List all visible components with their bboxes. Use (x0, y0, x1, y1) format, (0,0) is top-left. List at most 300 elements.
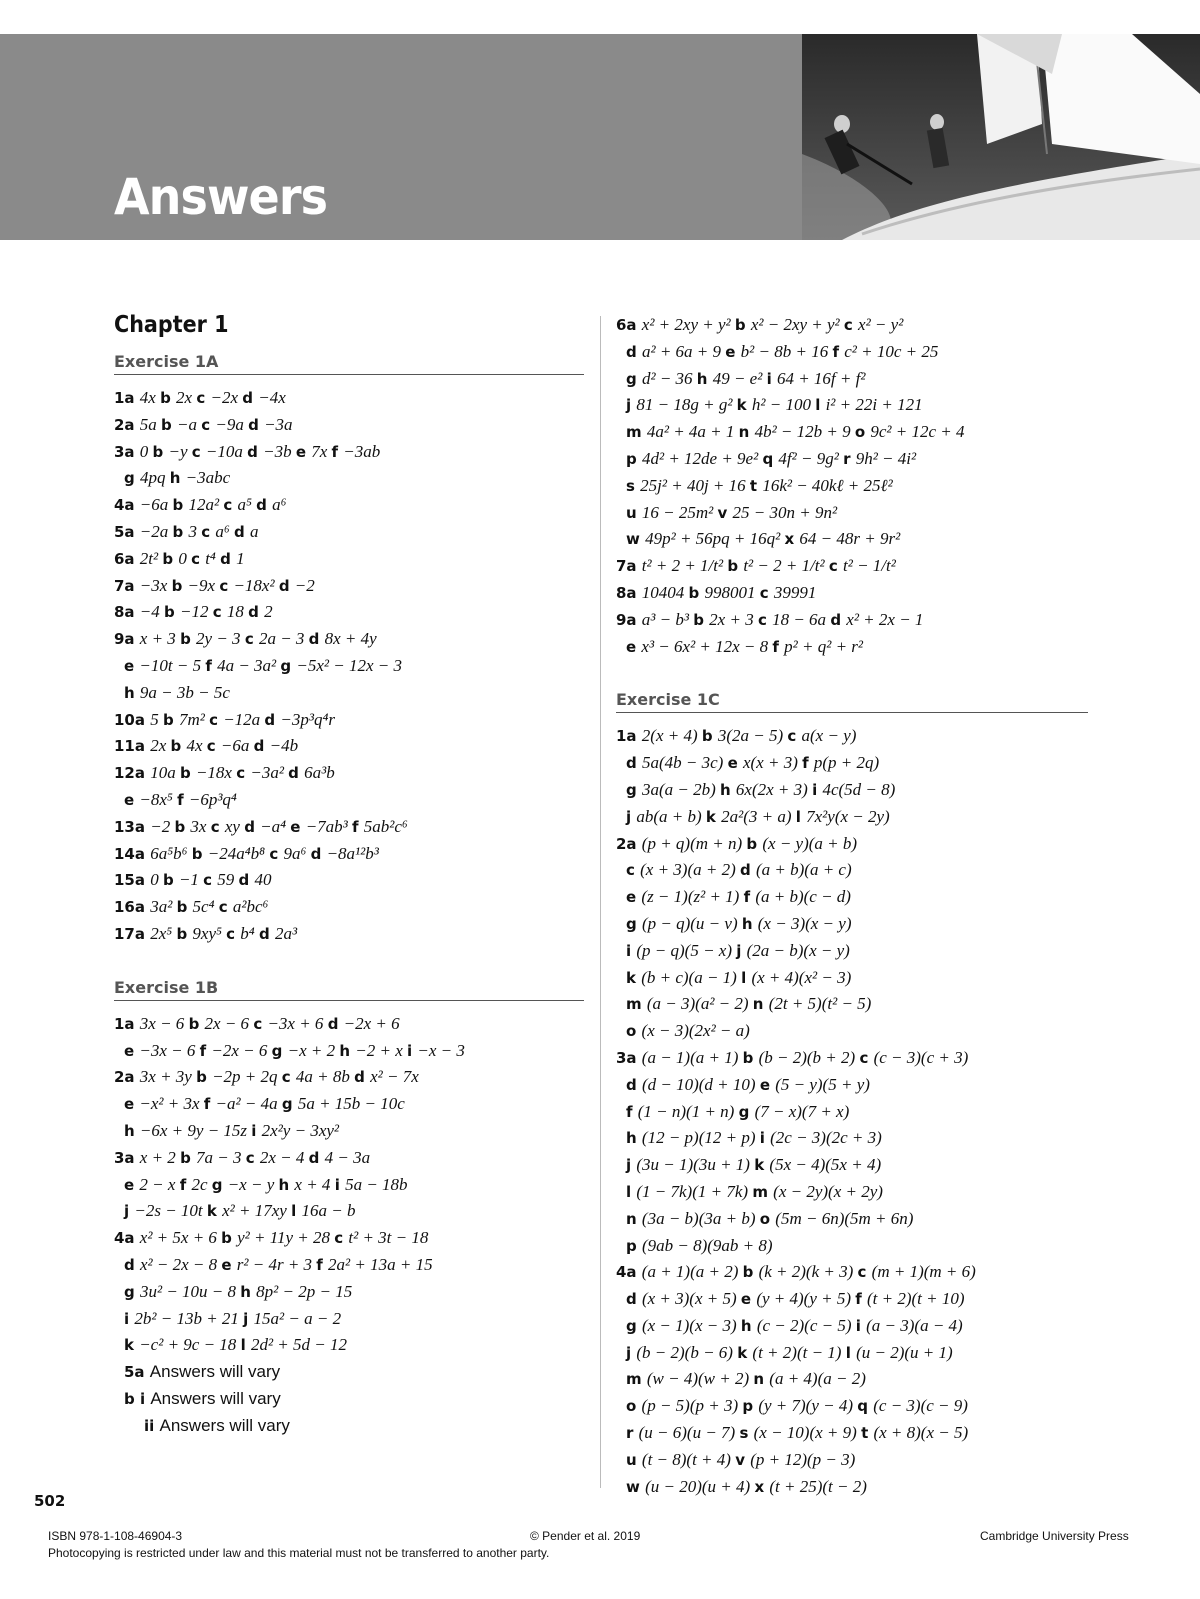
answer-line (616, 723, 1088, 750)
answer-value: −3a² (250, 763, 289, 783)
question-label: g (626, 369, 642, 388)
question-label: b (188, 1014, 205, 1033)
question-label: d (327, 1014, 344, 1033)
question-label: e (124, 1175, 140, 1194)
answer-value: 6a⁵b⁶ (150, 843, 192, 863)
answer-value: −2a (139, 521, 173, 541)
answer-value: 2a² + 13a + 15 (328, 1254, 433, 1274)
question-label: o (759, 1209, 776, 1228)
answer-value: 25 − 30n + 9n² (732, 502, 838, 522)
question-label: d (248, 603, 265, 622)
answer-line (114, 867, 584, 894)
answer-value: (x − 1)(x − 3) (641, 1315, 741, 1335)
question-label: b (221, 1229, 238, 1248)
question-label: 11a (114, 737, 151, 756)
answer-value: (p − 5)(p + 3) (641, 1396, 743, 1416)
answer-line (616, 1152, 1088, 1179)
answer-value: −6x + 9y − 15z (139, 1120, 252, 1140)
answer-line (114, 653, 584, 680)
answer-value: t² + 3t − 18 (348, 1228, 429, 1248)
question-label: c (859, 1048, 874, 1067)
answer-value: −4b (269, 736, 299, 756)
answer-value: (2a − b)(x − y) (746, 940, 850, 960)
question-label: q (857, 1397, 874, 1416)
page-number: 502 (34, 1492, 66, 1510)
answer-value: 4a − 3a² (217, 655, 281, 675)
question-label: c (334, 1229, 349, 1248)
question-label: b (172, 522, 189, 541)
answer-value: 8x + 4y (324, 629, 377, 649)
question-label: h (169, 469, 186, 488)
question-label: x (754, 1477, 770, 1496)
question-label: c (757, 610, 773, 629)
answer-line (616, 580, 1088, 607)
answer-value: x(x + 3) (742, 753, 803, 773)
answer-value: 3x − 6 (139, 1013, 189, 1033)
question-label: 15a (114, 871, 151, 890)
answer-value: 59 (217, 870, 239, 890)
question-label: k (737, 1343, 753, 1362)
answer-value: (u − 6)(u − 7) (638, 1423, 740, 1443)
answer-value: −x² + 3x (139, 1094, 204, 1114)
answer-line (616, 911, 1088, 938)
answer-value: t⁴ (205, 548, 221, 568)
answer-line (114, 1386, 584, 1413)
question-label: b (734, 316, 751, 334)
answer-line (616, 1259, 1088, 1286)
question-label: d (740, 861, 756, 880)
question-label: c (843, 316, 859, 334)
answer-value: Answers will vary (149, 1362, 281, 1382)
answer-line (616, 526, 1088, 553)
question-label: 7a (114, 576, 140, 595)
answer-line (616, 634, 1088, 661)
answer-value: 4x (186, 736, 207, 756)
question-label: e (725, 342, 741, 361)
answer-value: (p − q)(5 − x) (636, 940, 737, 960)
question-label: d (124, 1255, 140, 1274)
answer-value: x² − 2x − 8 (139, 1254, 222, 1274)
answer-value: 0 (178, 548, 192, 568)
answer-value: −9x (187, 575, 220, 595)
answer-line (114, 1332, 584, 1359)
question-label: e (759, 1075, 776, 1094)
answer-value: 9a − 3b − 5c (139, 682, 230, 702)
answer-value: a⁶ (215, 521, 235, 541)
answer-line (616, 857, 1088, 884)
answer-value: −3x + 6 (267, 1013, 328, 1033)
answer-value: −x + 2 (287, 1040, 340, 1060)
question-label: b (162, 710, 179, 729)
question-label: b (701, 727, 718, 746)
answer-value: (a + b)(a + c) (755, 860, 852, 880)
answer-line (114, 1306, 584, 1333)
answer-value: 2y − 3 (196, 629, 245, 649)
question-label: i (334, 1175, 346, 1194)
answer-value: −4 (139, 602, 165, 622)
answer-value: 2x⁵ (150, 923, 177, 943)
answer-value: x² + 2x − 1 (846, 609, 924, 629)
answer-value: (p + q)(m + n) (641, 833, 747, 853)
answer-value: (x − 3)(2x² − a) (641, 1021, 750, 1041)
answer-line (616, 366, 1088, 393)
answer-value: 5ab²c⁶ (363, 816, 408, 836)
answer-value: (2c − 3)(2c + 3) (770, 1128, 882, 1148)
answer-value: (t − 8)(t + 4) (641, 1449, 736, 1469)
answer-value: (k + 2)(k + 3) (758, 1262, 858, 1282)
question-label: d (308, 630, 325, 649)
question-label: b (160, 389, 177, 407)
right-column (616, 312, 1088, 1500)
question-label: m (626, 423, 647, 442)
question-label: b (176, 924, 193, 943)
question-label: 1a (114, 389, 140, 407)
answer-line (114, 1038, 584, 1065)
question-label: d (310, 844, 327, 863)
answer-value: 4pq (139, 468, 170, 488)
answer-line (616, 884, 1088, 911)
question-label: n (738, 423, 755, 442)
question-label: k (626, 968, 642, 987)
question-label: c (828, 557, 843, 576)
answer-line (114, 1359, 584, 1386)
answer-line (616, 965, 1088, 992)
answer-value: −18x (195, 763, 237, 783)
question-label: j (736, 941, 747, 960)
answer-value: −24a⁴b⁸ (207, 843, 270, 863)
question-label: c (218, 898, 233, 917)
answer-value: 3u² − 10u − 8 (139, 1281, 241, 1301)
question-label: i (626, 941, 637, 960)
answer-value: −10t − 5 (139, 655, 206, 675)
question-label: e (727, 754, 743, 773)
answer-value: a³ − b³ (641, 609, 694, 629)
question-label: d (354, 1068, 371, 1087)
answer-value: 5c⁴ (192, 897, 219, 917)
question-label: g (626, 1316, 642, 1335)
answer-value: (y + 7)(y − 4) (758, 1396, 858, 1416)
question-label: c (212, 603, 227, 622)
answer-value: 64 + 16f + f² (776, 368, 866, 388)
answer-line (616, 1420, 1088, 1447)
question-label: f (179, 1175, 192, 1194)
question-label: b (176, 898, 193, 917)
answer-line (616, 392, 1088, 419)
answer-value: c² + 10c + 25 (844, 341, 939, 361)
question-label: b (742, 1263, 759, 1282)
question-label: e (124, 1041, 140, 1060)
question-label: b (164, 603, 180, 622)
question-label: h (124, 683, 140, 702)
answer-line (114, 546, 584, 573)
question-label: v (717, 503, 733, 522)
answer-line (114, 1279, 584, 1306)
question-label: 16a (114, 898, 151, 917)
footer-isbn: ISBN 978-1-108-46904-3 (48, 1529, 183, 1543)
answer-value: a(x − y) (801, 726, 857, 746)
question-label: d (264, 710, 281, 729)
question-label: u (626, 1450, 642, 1469)
answer-value: (1 − n)(1 + n) (637, 1101, 739, 1121)
page-title: Answers (114, 168, 328, 226)
question-label: c (203, 871, 218, 890)
question-label: f (832, 342, 845, 361)
question-label: d (626, 754, 642, 773)
question-label: h (740, 1316, 757, 1335)
question-label: u (626, 503, 642, 522)
answer-value: −4x (258, 388, 286, 407)
answer-value: (7 − x)(7 + x) (754, 1101, 850, 1121)
answer-line (616, 1474, 1088, 1501)
question-label: j (626, 1343, 637, 1362)
answer-line (616, 1206, 1088, 1233)
answer-value: −3abc (185, 468, 231, 488)
question-label: h (741, 914, 758, 933)
exercise-heading: Exercise 1A (114, 352, 584, 375)
question-label: b (172, 496, 189, 515)
answer-value: −5x² − 12x − 3 (296, 655, 402, 675)
question-label: 3a (616, 1048, 642, 1067)
question-label: e (124, 656, 140, 675)
answer-line (114, 1091, 584, 1118)
question-label: b (161, 415, 177, 434)
question-label: g (280, 656, 297, 675)
question-label: i (759, 1129, 771, 1148)
question-label: b (742, 1048, 759, 1067)
answer-line (616, 1125, 1088, 1152)
answer-value: 2a − 3 (258, 629, 309, 649)
answer-line (616, 1286, 1088, 1313)
question-label: 8a (114, 603, 140, 622)
answer-value: x² + 5x + 6 (139, 1228, 222, 1248)
answer-value: t² − 2 + 1/t² (743, 556, 829, 576)
question-label: g (281, 1095, 298, 1114)
answer-value: r² − 4r + 3 (236, 1254, 317, 1274)
answer-value: (c − 3)(c + 3) (873, 1047, 969, 1067)
answer-value: x² − y² (858, 315, 904, 334)
answer-value: 5 (150, 709, 163, 729)
question-label: q (762, 449, 779, 468)
answer-line (114, 626, 584, 653)
answer-value: (a + 1)(a + 2) (641, 1262, 743, 1282)
answer-value: −2 (150, 816, 175, 836)
answer-value: 25j² + 40j + 16 (640, 475, 750, 495)
question-label: h (339, 1041, 356, 1060)
answer-value: −6a (220, 736, 254, 756)
answer-value: 2(x + 4) (641, 726, 702, 746)
answer-line (616, 1018, 1088, 1045)
left-exercises (114, 352, 584, 1439)
answer-value: 2x²y − 3xy² (261, 1120, 340, 1140)
answer-value: −a (177, 414, 202, 434)
question-label: c (244, 630, 259, 649)
footer-copyright: © Pender et al. 2019 (530, 1529, 641, 1543)
answer-value: 9xy⁵ (192, 923, 227, 943)
question-label: m (626, 995, 647, 1014)
answer-value: (x − 3)(x − y) (757, 913, 852, 933)
question-label: 3a (114, 442, 140, 461)
answer-value: x² + 17xy (222, 1201, 292, 1221)
answer-value: −6p³q⁴ (188, 789, 237, 809)
question-label: v (735, 1450, 751, 1469)
answer-value: −12a (223, 709, 265, 729)
answer-value: −a² − 4a (215, 1094, 282, 1114)
answer-value: (x − 10)(x + 9) (753, 1423, 862, 1443)
answer-value: (b + c)(a − 1) (641, 967, 742, 987)
question-label: h (720, 780, 736, 799)
question-label: p (742, 1397, 759, 1416)
question-label: d (256, 496, 273, 515)
answer-value: 40 (254, 870, 272, 890)
answer-line (114, 1145, 584, 1172)
answer-value: −6a (139, 495, 173, 515)
answer-value: 2x (176, 388, 197, 407)
question-label: c (209, 710, 224, 729)
answer-value: 5a + 15b − 10c (297, 1094, 405, 1114)
question-label: c (196, 389, 211, 407)
answer-value: 5a (139, 414, 162, 434)
answer-line (616, 804, 1088, 831)
question-label: b (152, 442, 169, 461)
question-label: c (191, 549, 206, 568)
answer-value: −10a (205, 441, 248, 461)
question-label: c (226, 924, 241, 943)
question-label: 1a (114, 1014, 140, 1033)
answer-line (114, 1225, 584, 1252)
answer-line (616, 1393, 1088, 1420)
answer-value: i² + 22i + 121 (825, 395, 923, 415)
answer-value: (x − y)(a + b) (762, 833, 858, 853)
question-label: j (626, 1156, 637, 1175)
answer-value: x + 2 (139, 1147, 181, 1167)
answer-line (114, 599, 584, 626)
answer-line (114, 1198, 584, 1225)
answer-value: −x − 3 (417, 1040, 465, 1060)
answer-value: 2t² (139, 548, 163, 568)
question-label: f (855, 1290, 867, 1309)
question-label: b (180, 1148, 197, 1167)
question-label: b (180, 630, 197, 649)
question-label: c (223, 496, 238, 515)
question-label: l (815, 396, 826, 415)
question-label: w (626, 530, 646, 549)
answer-value: 64 − 48r + 9r² (799, 529, 901, 549)
question-label: d (626, 1290, 642, 1309)
answer-value: −y (168, 441, 192, 461)
question-label: r (626, 1424, 639, 1443)
question-label: b (162, 549, 179, 568)
answer-value: (y + 4)(y + 5) (756, 1289, 856, 1309)
question-label: d (258, 924, 275, 943)
question-label: d (238, 871, 255, 890)
question-label: c (759, 583, 774, 602)
answer-line (114, 1413, 584, 1440)
question-label: f (772, 637, 785, 656)
question-label: k (124, 1336, 140, 1355)
question-label: j (626, 807, 637, 826)
question-label: d (626, 342, 642, 361)
answer-line (114, 1172, 584, 1199)
answer-value: −2x − 6 (211, 1040, 272, 1060)
answer-line (616, 1340, 1088, 1367)
answer-value: (x + 8)(x − 5) (873, 1423, 969, 1443)
answer-value: 2x − 6 (204, 1013, 254, 1033)
question-label: 5a (124, 1363, 150, 1382)
answer-value: 2x − 4 (259, 1147, 309, 1167)
answer-value: −2 + x (355, 1040, 408, 1060)
answer-value: (c − 2)(c − 5) (756, 1315, 856, 1335)
question-label: f (203, 1095, 216, 1114)
exercise-heading: Exercise 1B (114, 978, 584, 1001)
answer-value: (x − 2y)(x + 2y) (773, 1181, 883, 1201)
question-label: b (746, 834, 763, 853)
answer-value: (x + 3)(x + 5) (641, 1289, 741, 1309)
right-exercises (616, 312, 1088, 1500)
question-label: g (626, 914, 642, 933)
answer-value: 3 (188, 521, 202, 541)
exercise-heading: Exercise 1C (616, 690, 1088, 713)
answer-line (616, 553, 1088, 580)
answer-value: (a + b)(c − d) (755, 887, 851, 907)
answer-value: 18 − 6a (772, 609, 831, 629)
answer-value: −3p³q⁴r (280, 709, 335, 729)
answer-value: 12a² (188, 495, 224, 515)
question-label: p (626, 449, 642, 468)
answer-line (616, 339, 1088, 366)
answer-value: 7x (311, 441, 332, 461)
answer-value: a (250, 521, 259, 541)
question-label: i (407, 1041, 418, 1060)
question-label: e (295, 442, 312, 461)
answer-value: 0 (139, 441, 153, 461)
answer-value: a⁵ (237, 495, 257, 515)
question-label: i (251, 1121, 262, 1140)
answer-line (616, 446, 1088, 473)
answer-value: 16k² − 40kℓ + 25ℓ² (762, 475, 893, 495)
answer-line (616, 1045, 1088, 1072)
question-label: c (201, 415, 216, 434)
answer-line (616, 1447, 1088, 1474)
answer-value: 16a − b (301, 1201, 356, 1221)
question-label: e (626, 888, 642, 907)
answer-value: −3ab (343, 441, 381, 461)
answer-value: x² − 2xy + y² (750, 315, 844, 334)
answer-value: p(p + 2q) (813, 753, 880, 773)
answer-value: (z − 1)(z² + 1) (641, 887, 744, 907)
answer-value: −2 (294, 575, 315, 595)
answer-value: 0 (150, 870, 163, 890)
question-label: d (248, 415, 265, 434)
question-label: c (626, 861, 641, 880)
question-label: 6a (114, 549, 140, 568)
answer-value: −8x⁵ (139, 789, 178, 809)
answer-line (114, 439, 584, 466)
answer-value: 7m² (178, 709, 210, 729)
question-label: h (240, 1282, 257, 1301)
question-label: d (308, 1148, 325, 1167)
answer-value: −3x − 6 (139, 1040, 200, 1060)
answer-value: −c² + 9c − 18 (139, 1335, 241, 1355)
question-label: c (269, 844, 284, 863)
question-label: n (752, 995, 769, 1014)
answer-value: b² − 8b + 16 (740, 341, 833, 361)
answer-value: 5a(4b − 3c) (641, 753, 728, 773)
answer-value: (a − 1)(a + 1) (641, 1047, 743, 1067)
question-label: e (221, 1255, 237, 1274)
answer-value: (b − 2)(b + 2) (758, 1047, 860, 1067)
answer-value: 39991 (773, 582, 817, 602)
question-label: 9a (114, 630, 140, 649)
